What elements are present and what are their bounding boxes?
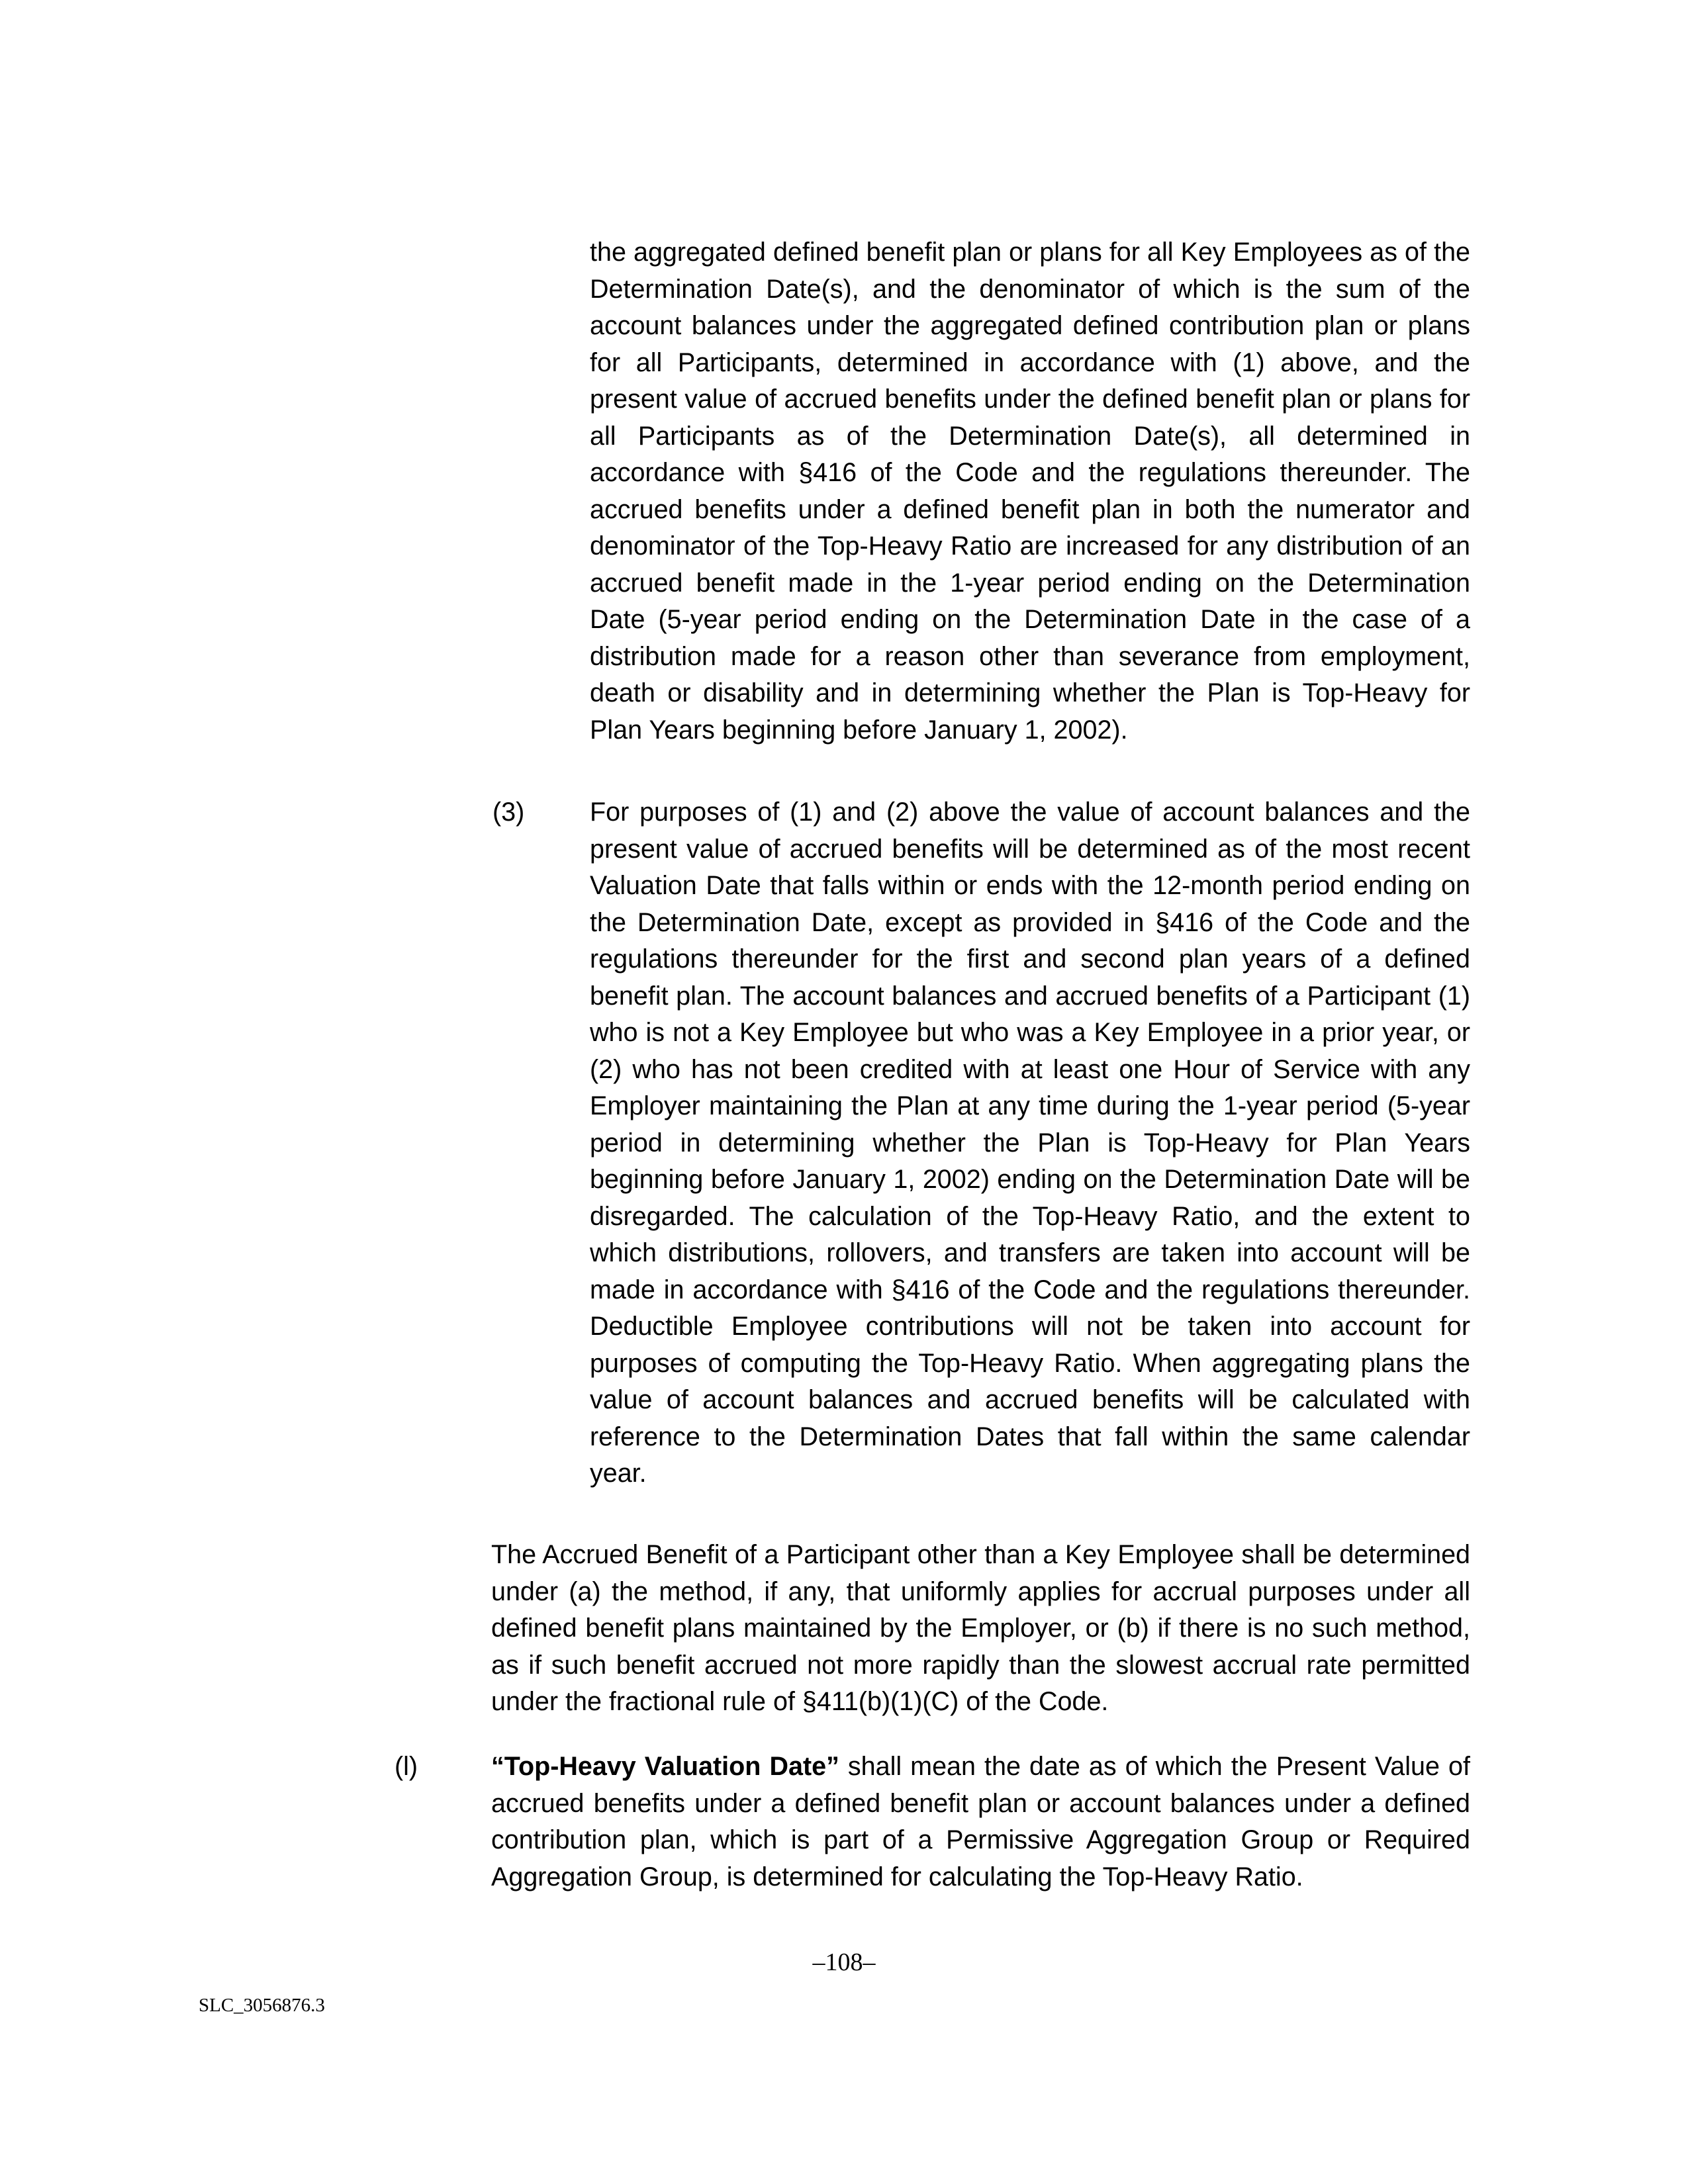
item-l-marker: (l) bbox=[395, 1752, 418, 1781]
item-3-marker: (3) bbox=[492, 797, 525, 827]
item-3-paragraph: For purposes of (1) and (2) above the value of account balances and the present value of accrued benefits will be determined as of the most recent Valuation Date that falls within or ends with the 12-month period ending on the Determination Date, except as provided in §416 of the Code and the regulations thereunder for the first and second plan years of a defined benefit plan. The account balances and accrued benefits of a Participant (1) who is not a Key Employee but who was a Key Employee in a prior year, or (2) who has not been credited with at least one Hour of Service with any Employer maintaining the Plan at any time during the 1-year period (5-year period in determining whether the Plan is Top-Heavy for Plan Years beginning before January 1, 2002) ending on the Determination Date will be disregarded. The calculation of the Top-Heavy Ratio, and the extent to which distributions, rollovers, and transfers are taken into account will be made in accordance with §416 of the Code and the regulations thereunder. Deductible Employee contributions will not be taken into account for purposes of computing the Top-Heavy Ratio. When aggregating plans the value of account balances and accrued benefits will be calculated with reference to the Determination Dates that fall within the same calendar year. bbox=[590, 797, 1470, 1488]
page-number: –108– bbox=[812, 1948, 876, 1976]
accrued-benefit-paragraph: The Accrued Benefit of a Participant other than a Key Employee shall be determined under (a) the method, if any, that uniformly applies for accrual purposes under all defined benefit plans maintained by the Employer, or (b) if there is no such method, as if such benefit accrued not more rapidly than the slowest accrual rate permitted under the fractional rule of §411(b)(1)(C) of the Code. bbox=[491, 1540, 1470, 1716]
defined-term: “Top-Heavy Valuation Date” bbox=[491, 1752, 839, 1781]
top-heavy-valuation-date-definition bbox=[491, 1749, 1470, 1895]
document-id: SLC_3056876.3 bbox=[199, 1995, 325, 2016]
definition-text: shall mean the date as of which the Present Value of accrued benefits under a defined benefit plan or account balances under a defined contribution plan, which is part of a Permissive Aggregation Group or Required Aggregation Group, is determined for calculating the Top-Heavy Ratio. bbox=[491, 1752, 1470, 1891]
paragraph-continuation: the aggregated defined benefit plan or plans for all Key Employees as of the Determination Date(s), and the denominator of which is the sum of the account balances under the aggregated defined contribution plan or plans for all Participants, determined in accordance with (1) above, and the present value of accrued benefits under the defined benefit plan or plans for all Participants as of the Determination Date(s), all determined in accordance with §416 of the Code and the regulations thereunder. The accrued benefits under a defined benefit plan in both the numerator and denominator of the Top-Heavy Ratio are increased for any distribution of an accrued benefit made in the 1-year period ending on the Determination Date (5-year period ending on the Determination Date in the case of a distribution made for a reason other than severance from employment, death or disability and in determining whether the Plan is Top-Heavy for Plan Years beginning before January 1, 2002). bbox=[590, 238, 1470, 745]
